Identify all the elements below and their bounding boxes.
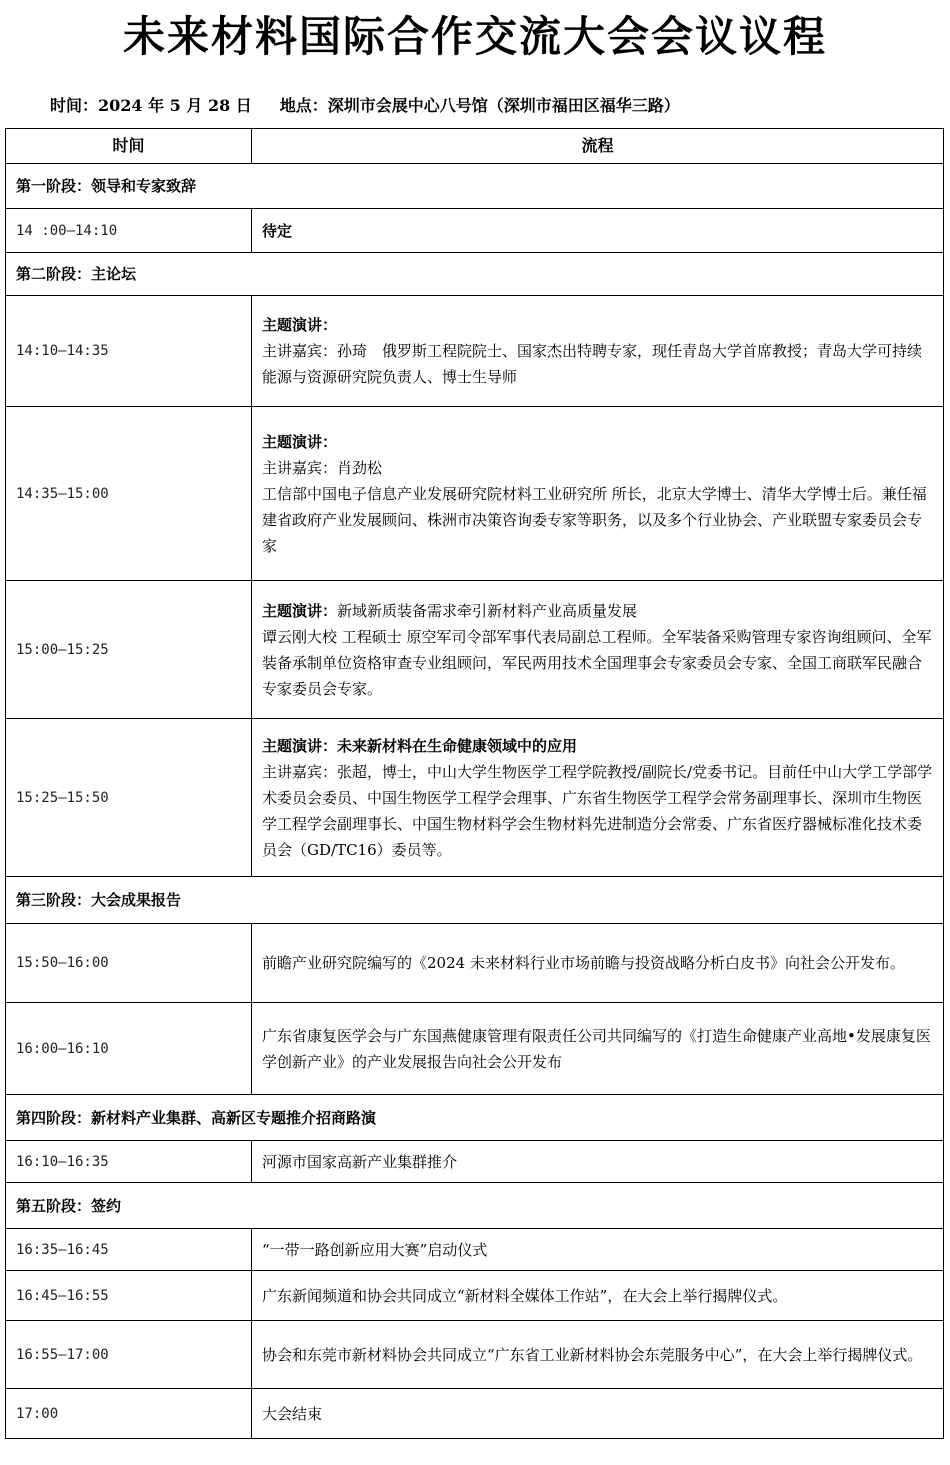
row-content: 协会和东莞市新材料协会共同成立“广东省工业新材料协会东莞服务中心”，在大会上举行揭牌仪式。 [252, 1321, 944, 1389]
table-row [6, 296, 944, 407]
row-time: 16:00—16:10 [6, 1003, 252, 1095]
keynote-label: 主题演讲：未来新材料在生命健康领域中的应用 [262, 736, 578, 755]
meeting-info [50, 93, 680, 116]
stage-row [6, 164, 944, 209]
row-time: 14:35—15:00 [6, 407, 252, 581]
speaker-bio: 主讲嘉宾：孙琦 俄罗斯工程院院士、国家杰出特聘专家，现任青岛大学首席教授；青岛大学可持续能源与资源研究院负责人、博士生导师 [262, 342, 923, 386]
table-row [6, 1389, 944, 1439]
speaker-bio: 谭云刚大校 工程硕士 原空军司令部军事代表局副总工程师。全军装备采购管理专家咨询组顾问、全军装备承制单位资格审查专业组顾问，军民两用技术全国理事会专家委员会专家、全国工商联军民融合专家委员会专家。 [262, 627, 932, 698]
table-row [6, 581, 944, 719]
table-row [6, 1271, 944, 1321]
row-time: 14 :00—14:10 [6, 209, 252, 253]
row-content: “一带一路创新应用大赛”启动仪式 [252, 1229, 944, 1271]
row-content: 前瞻产业研究院编写的《2024 未来材料行业市场前瞻与投资战略分析白皮书》向社会公开发布。 [252, 924, 944, 1003]
table-header-row [6, 129, 944, 164]
table-row [6, 1141, 944, 1183]
row-content: 河源市国家高新产业集群推介 [252, 1141, 944, 1183]
table-row [6, 1003, 944, 1095]
keynote-topic: 新域新质装备需求牵引新材料产业高质量发展 [337, 601, 638, 620]
page-title: 未来材料国际合作交流大会会议议程 [122, 12, 827, 61]
row-time: 16:35—16:45 [6, 1229, 252, 1271]
row-time: 14:10—14:35 [6, 296, 252, 407]
header-time: 时间 [6, 129, 252, 164]
row-content: 大会结束 [252, 1389, 944, 1439]
row-content: 广东省康复医学会与广东国燕健康管理有限责任公司共同编写的《打造生命健康产业高地•发展康复医学创新产业》的产业发展报告向社会公开发布 [252, 1003, 944, 1095]
table-row [6, 209, 944, 253]
stage-3: 第三阶段：大会成果报告 [6, 877, 944, 924]
stage-2: 第二阶段：主论坛 [6, 253, 944, 296]
row-time: 17:00 [6, 1389, 252, 1439]
keynote-label: 主题演讲： [262, 601, 338, 620]
stage-row [6, 253, 944, 296]
stage-4: 第四阶段：新材料产业集群、高新区专题推介招商路演 [6, 1095, 944, 1141]
row-time: 16:10—16:35 [6, 1141, 252, 1183]
row-time: 15:25—15:50 [6, 719, 252, 877]
keynote-label: 主题演讲： [262, 432, 338, 451]
stage-row [6, 877, 944, 924]
agenda-table [5, 128, 944, 1439]
row-content [252, 407, 944, 581]
speaker-bio: 主讲嘉宾：张超，博士，中山大学生物医学工程学院教授/副院长/党委书记。目前任中山大学工学部学术委员会委员、中国生物医学工程学会理事、广东省生物医学工程学会常务副理事长、深圳市生物医学工程学会副理事长、中国生物材料学会生物材料先进制造分会常委、广东省医疗器械标准化技术委员会（GD/TC16）委员等。 [262, 762, 933, 859]
row-content [252, 719, 944, 877]
row-content [252, 581, 944, 719]
stage-1: 第一阶段：领导和专家致辞 [6, 164, 944, 209]
keynote-label: 主题演讲： [262, 316, 338, 334]
header-flow: 流程 [252, 129, 944, 164]
speaker-bio: 工信部中国电子信息产业发展研究院材料工业研究所 所长，北京大学博士、清华大学博士后。兼任福建省政府产业发展顾问、株洲市决策咨询委专家等职务，以及多个行业协会、产业联盟专家委员会专家 [262, 484, 927, 555]
table-row [6, 1229, 944, 1271]
row-content: 广东新闻频道和协会共同成立“新材料全媒体工作站”，在大会上举行揭牌仪式。 [252, 1271, 944, 1321]
table-row [6, 719, 944, 877]
row-time: 16:55—17:00 [6, 1321, 252, 1389]
stage-row [6, 1183, 944, 1229]
speaker-name: 主讲嘉宾：肖劲松 [262, 458, 383, 477]
row-time: 15:50—16:00 [6, 924, 252, 1003]
table-row [6, 1321, 944, 1389]
table-row [6, 407, 944, 581]
row-time: 15:00—15:25 [6, 581, 252, 719]
stage-5: 第五阶段：签约 [6, 1183, 944, 1229]
stage-row [6, 1095, 944, 1141]
row-content [252, 296, 944, 407]
row-content: 待定 [252, 209, 944, 253]
row-time: 16:45—16:55 [6, 1271, 252, 1321]
meeting-time: 时间：2024 年 5 月 28 日 [50, 96, 252, 115]
meeting-venue: 地点：深圳市会展中心八号馆（深圳市福田区福华三路） [279, 96, 680, 115]
table-row [6, 924, 944, 1003]
